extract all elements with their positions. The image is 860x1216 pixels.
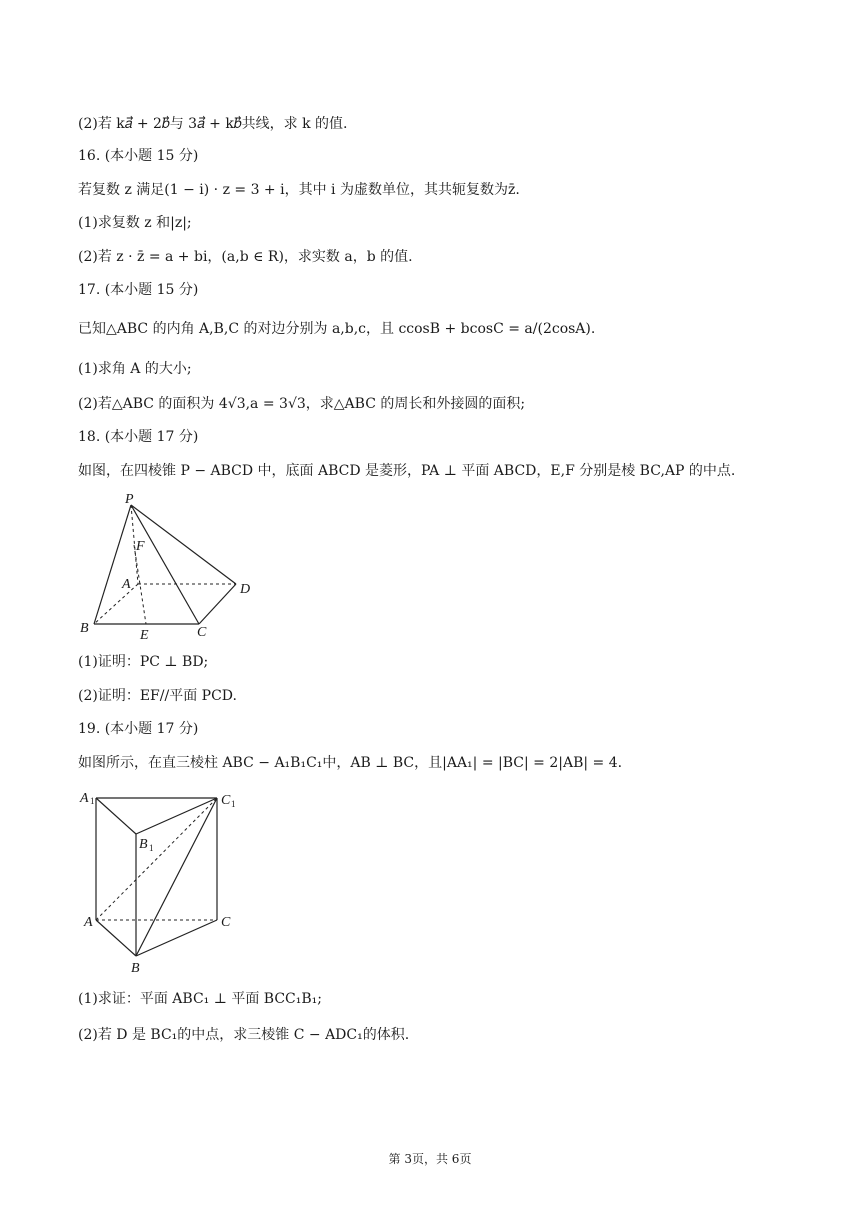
q17-part1: (1)求角 A 的大小; <box>78 361 192 377</box>
pyramid-figure <box>76 490 260 642</box>
label-C: C <box>221 915 231 930</box>
q17-part2: (2)若△ABC 的面积为 4√3,a = 3√3，求△ABC 的周长和外接圆的面积; <box>78 396 526 412</box>
q19-header: 19. (本小题 17 分) <box>78 721 199 737</box>
label-P: P <box>125 492 134 507</box>
page-footer: 第 3页，共 6页 <box>388 1152 472 1166</box>
q18-part2: (2)证明：EF//平面 PCD. <box>78 688 237 704</box>
label-A: A <box>84 915 93 930</box>
label-F: F <box>136 539 145 554</box>
q19-part1: (1)求证：平面 ABC₁ ⊥ 平面 BCC₁B₁; <box>78 991 322 1007</box>
label-C1-sub: 1 <box>231 799 236 809</box>
label-E: E <box>140 628 149 642</box>
label-B: B <box>80 621 89 636</box>
q18-stem: 如图，在四棱锥 P − ABCD 中，底面 ABCD 是菱形，PA ⊥ 平面 ABCD，E,F 分别是棱 BC,AP 的中点. <box>78 463 736 479</box>
q16-part2: (2)若 z · z̄ = a + bi，(a,b ∈ R)，求实数 a，b 的值. <box>78 249 413 265</box>
label-A1-sub: 1 <box>90 796 95 806</box>
label-D: D <box>240 582 251 597</box>
prism-figure <box>76 782 246 980</box>
q18-part1: (1)证明：PC ⊥ BD; <box>78 654 209 670</box>
label-B: B <box>131 961 140 976</box>
q18-header: 18. (本小题 17 分) <box>78 429 199 445</box>
q16-header: 16. (本小题 15 分) <box>78 148 199 164</box>
label-C1: C <box>221 793 231 808</box>
q19-stem: 如图所示，在直三棱柱 ABC − A₁B₁C₁中，AB ⊥ BC，且|AA₁| = |BC| = 2|AB| = 4. <box>78 755 623 771</box>
label-A: A <box>122 577 131 592</box>
label-B1-sub: 1 <box>149 843 154 853</box>
q17-stem: 已知△ABC 的内角 A,B,C 的对边分别为 a,b,c，且 ccosB + bcosC = a/(2cosA). <box>78 321 596 337</box>
label-C: C <box>197 625 207 640</box>
q16-part1: (1)求复数 z 和|z|; <box>78 215 192 231</box>
q17-header: 17. (本小题 15 分) <box>78 282 199 298</box>
label-A1: A <box>80 791 89 806</box>
q16-stem: 若复数 z 满足(1 − i) · z = 3 + i，其中 i 为虚数单位，其共轭复数为z̄. <box>78 182 520 198</box>
q19-part2: (2)若 D 是 BC₁的中点，求三棱锥 C − ADC₁的体积. <box>78 1027 410 1043</box>
q15-part2: (2)若 k𝑎⃗ + 2𝑏⃗与 3𝑎⃗ + k𝑏⃗共线，求 k 的值. <box>78 116 348 132</box>
label-B1: B <box>139 837 148 852</box>
